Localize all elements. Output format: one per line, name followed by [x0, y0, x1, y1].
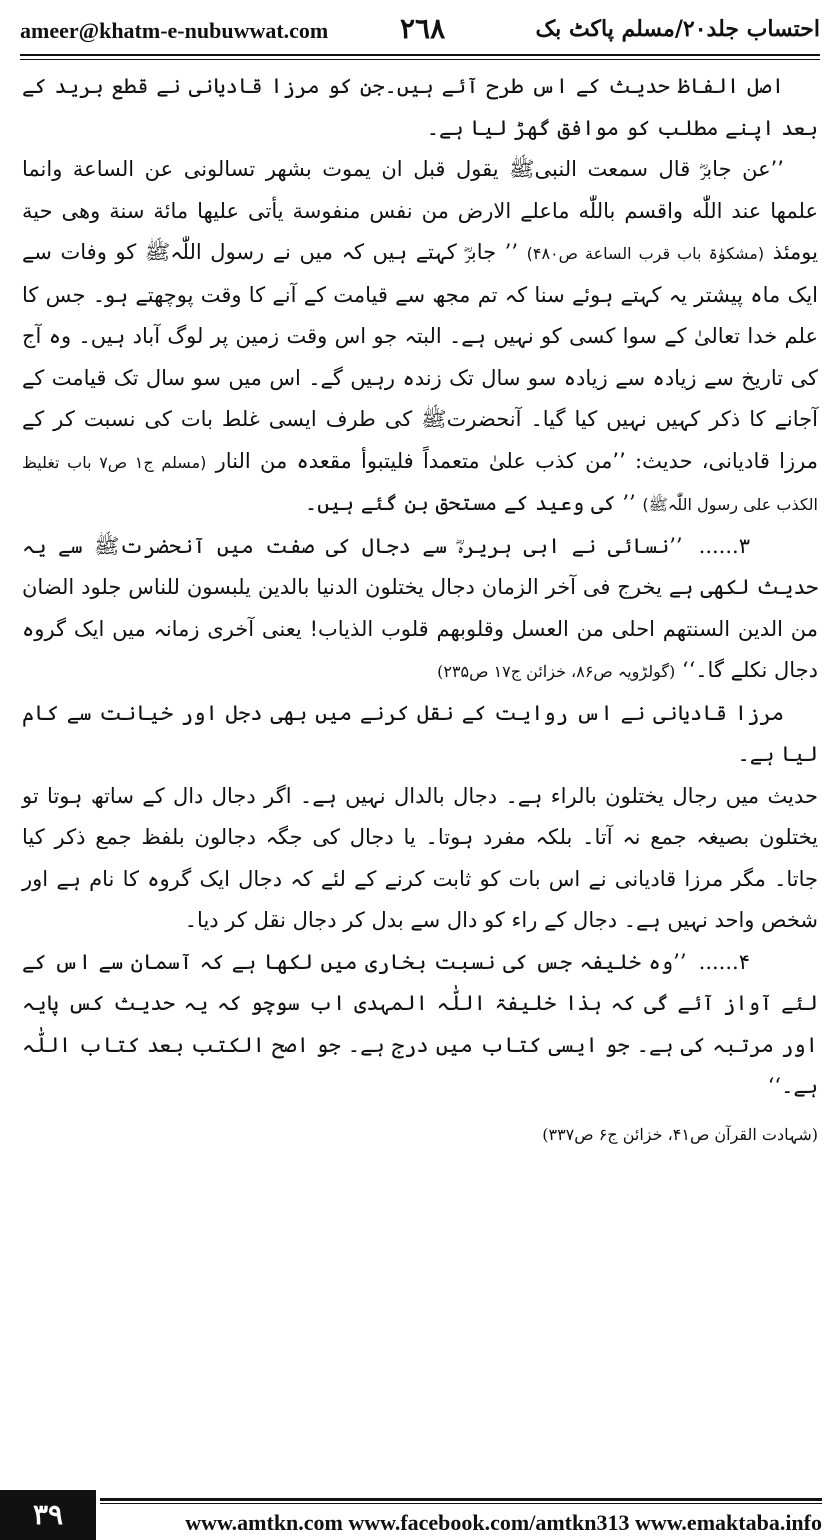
- hadith1-reference: (مشکوٰۃ باب قرب الساعة ص۴۸۰): [526, 244, 765, 263]
- item3-translation: یعنی آخری زمانہ میں ایک گروہ دجال نکلے گا۔‘‘: [22, 616, 818, 682]
- hadith1-arabic: ’’عن جابرؓ قال سمعت النبیﷺ یقول قبل ان یموت بشھر تسالونی عن الساعة وانما علمھا عند اللّٰه واقسم باللّٰه ماعلے الارض من نفس منفوسة یأتی علیھا مائة سنة وھی حیة یومئذ: [22, 157, 818, 264]
- item3-reference: (گولڑویہ ص۸۶، خزائن ج۱۷ ص۲۳۵): [437, 662, 676, 681]
- footer-links: www.amtkn.com www.facebook.com/amtkn313 www.emaktaba.info: [185, 1510, 822, 1535]
- page-body: [22, 66, 818, 1155]
- footer-divider: [100, 1498, 822, 1501]
- item4-text: ’’وہ خلیفہ جس کی نسبت بخاری میں لکھا ہے کہ آسمان سے اس کے لئے آواز آئے گی کہ ہذا خلیفۃ اللّٰہ المہدی اب سوچو کہ یہ حدیث کس پایہ اور مرتبہ کی ہے۔ جو ایسی کتاب میں درج ہے۔ جو اصح الکتب بعد کتاب اللّٰہ ہے۔‘‘: [22, 949, 818, 1098]
- header-divider: [20, 54, 820, 56]
- para-b-rest: بالراء ہے۔ دجال بالدال نہیں ہے۔ اگر دجال دال کے ساتھ ہوتا تو یختلون بصیغہ جمع نہ آتا۔ بلکہ مفرد ہوتا۔ یا دجال کی جگہ دجالون بلفظ جمع ذکر کیا جاتا۔ مگر مرزا قادیانی نے اس بات کو ثابت کرنے کے لئے کہ دجال ایک گروہ کا نام ہے اور شخص واحد نہیں ہے۔ دجال کے راء کو دال سے بدل کر دجال نقل کر دیا۔: [22, 783, 818, 932]
- hadith2-tail: ’’ کی وعید کے مستحق بن گئے ہیں۔: [304, 491, 636, 515]
- page-header: [20, 12, 820, 52]
- header-page-number: ٢٦٨: [400, 12, 446, 45]
- hadith2-arabic: ’’من کذب علیٰ متعمداً فلیتبوأ مقعدہ من النار: [215, 448, 626, 473]
- hadith1-paragraph: [22, 149, 818, 526]
- hadith1-translation: ’’ جابرؓ کہتے ہیں کہ میں نے رسول اللّٰہﷺ کو وفات سے ایک ماہ پیشتر یہ کہتے ہوئے سنا کہ تم مجھ سے قیامت کے آنے کا وقت پوچھتے ہو۔ جس کا علم خدا تعالیٰ کے سوا کسی کو نہیں ہے۔ البتہ جو اس وقت زمین پر لوگ آباد ہیں۔ وہ آج کی تاریخ سے زیادہ سے زیادہ سو سال تک زندہ رہیں گے۔ اس میں سو سال تک قیامت کے آجانے کا ذکر کہیں نہیں کیا گیا۔ آنحضرتﷺ کی طرف ایسی غلط بات کی نسبت کر کے مرزا قادیانی، حدیث:: [22, 240, 818, 473]
- item3-number: ۳......: [698, 533, 750, 558]
- para-a: مرزا قادیانی نے اس روایت کے نقل کرنے میں بھی دجل اور خیانت سے کام لیا ہے۔: [22, 700, 818, 766]
- page-footer: [0, 1490, 840, 1540]
- item3-text: ’’نسائی نے ابی ہریرہؓ سے دجال کی صفت میں آنحضرتﷺ سے یہ حدیث لکھی ہے: [22, 533, 819, 599]
- header-email: ameer@khatm-e-nubuwwat.com: [20, 18, 329, 43]
- item4-reference: (شہادت القرآن ص۴۱، خزائن ج۶ ص۳۳۷): [542, 1124, 818, 1144]
- para-b: [22, 776, 818, 942]
- footer-page-number: ۳۹: [0, 1490, 96, 1540]
- intro-paragraph: اصل الفاظ حدیث کے اس طرح آئے ہیں۔جن کو مرزا قادیانی نے قطع برید کے بعد اپنے مطلب کو موافق گھڑ لیا ہے۔: [22, 74, 818, 140]
- item3-arabic: یخرج فی آخر الزمان دجال یختلون الدنیا بالدین یلبسون للناس جلود الضان من الدین السنتھم احلی من العسل وقلوبھم قلوب الذیاب!: [22, 575, 818, 641]
- item4-paragraph: [22, 942, 818, 1108]
- para-b-arabic: رجال یختلون: [605, 783, 718, 808]
- footer-divider-thin: [100, 1503, 822, 1504]
- header-divider-thin: [20, 59, 820, 60]
- item4-number: ۴......: [698, 949, 750, 974]
- para-b-start: حدیث میں: [725, 783, 818, 808]
- header-book-title: احتساب جلد۲۰/مسلم پاکٹ بک: [535, 16, 820, 42]
- item3-paragraph: [22, 526, 818, 693]
- hadith2-reference: (مسلم ج۱ ص۷ باب تغلیظ الکذب علی رسول اللّٰہﷺ): [22, 452, 818, 514]
